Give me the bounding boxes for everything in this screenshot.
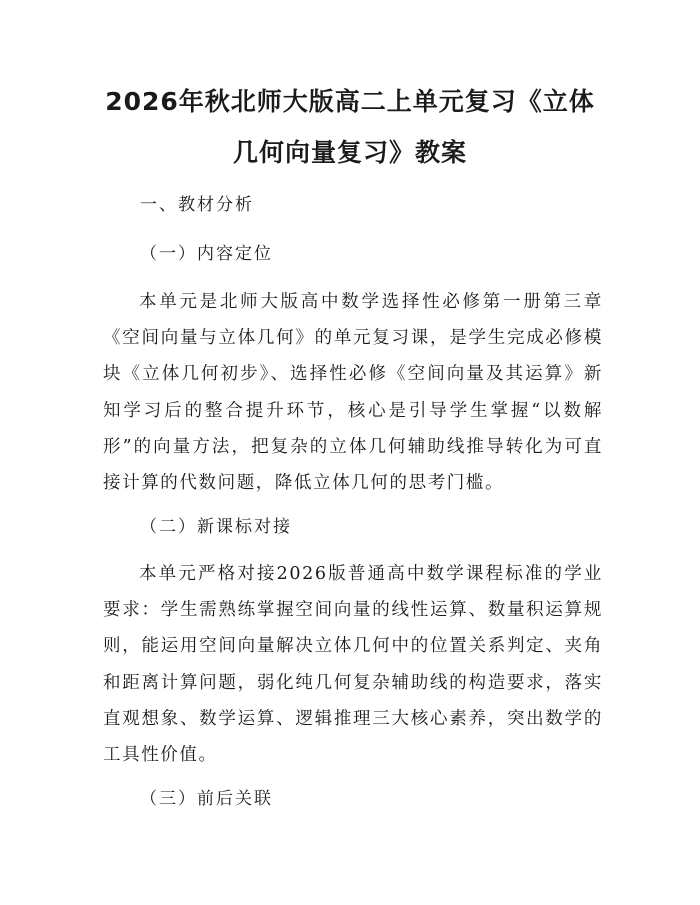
- paragraph-curriculum-alignment: 本单元严格对接2026版普通高中数学课程标准的学业要求：学生需熟练掌握空间向量的线性运算、数量积运算规则，能运用空间向量解决立体几何中的位置关系判定、夹角和距离计算问题，弱化纯几何复杂辅助线的构造要求，落实直观想象、数学运算、逻辑推理三大核心素养，突出数学的工具性价值。: [103, 564, 603, 766]
- subsection-heading-curriculum-alignment: （二）新课标对接: [140, 517, 292, 537]
- paragraph-content-positioning: 本单元是北师大版高中数学选择性必修第一册第三章《空间向量与立体几何》的单元复习课，是学生完成必修模块《立体几何初步》、选择性必修《空间向量及其运算》新知学习后的整合提升环节，核心是引导学生掌握“以数解形”的向量方法，把复杂的立体几何辅助线推导转化为可直接计算的代数问题，降低立体几何的思考门槛。: [103, 292, 603, 494]
- document-title: 2026年秋北师大版高二上单元复习《立体几何向量复习》教案: [105, 87, 595, 167]
- subsection-heading-connections: （三）前后关联: [140, 789, 273, 809]
- section-heading-textbook-analysis: 一、教材分析: [140, 195, 254, 215]
- subsection-heading-content-positioning: （一）内容定位: [140, 244, 273, 264]
